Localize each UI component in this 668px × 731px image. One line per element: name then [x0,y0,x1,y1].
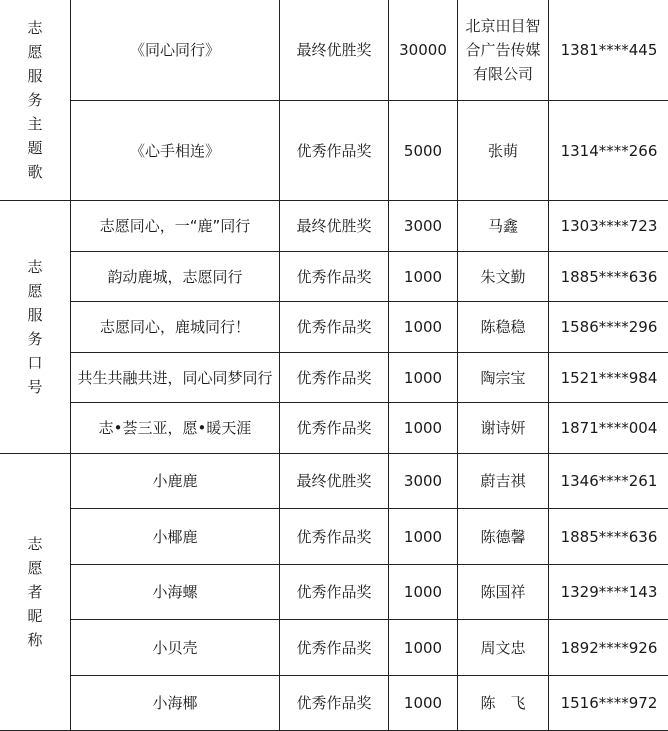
prize-amount: 1000 [389,676,458,731]
award-level: 优秀作品奖 [280,403,389,454]
award-level: 最终优胜奖 [280,454,389,509]
winner-name: 周文忠 [458,620,549,676]
prize-amount: 1000 [389,620,458,676]
phone-number: 1885****636 [549,509,668,565]
work-title: 志•荟三亚，愿•暖天涯 [71,403,280,454]
award-level: 优秀作品奖 [280,353,389,403]
prize-amount: 5000 [389,101,458,201]
table-row [0,676,668,731]
work-title: 《心手相连》 [71,101,280,201]
phone-number: 1381****445 [549,0,668,101]
table-row [0,302,668,353]
phone-number: 1871****004 [549,403,668,454]
prize-amount: 3000 [389,201,458,252]
table-row [0,403,668,454]
award-level: 优秀作品奖 [280,565,389,620]
winner-name: 马鑫 [458,201,549,252]
winner-name: 蔚吉祺 [458,454,549,509]
work-title: 小贝壳 [71,620,280,676]
table-row [0,565,668,620]
category-label: 志愿服务主题歌 [27,19,43,181]
work-title: 小海椰 [71,676,280,731]
winner-name: 陈 飞 [458,676,549,731]
category-label: 志愿服务口号 [27,258,43,396]
phone-number: 1516****972 [549,676,668,731]
table-row [0,620,668,676]
winner-name: 北京田目智合广告传媒有限公司 [458,0,549,101]
prize-amount: 1000 [389,403,458,454]
award-level: 优秀作品奖 [280,676,389,731]
work-title: 《同心同行》 [71,0,280,101]
work-title: 志愿同心，鹿城同行！ [71,302,280,353]
phone-number: 1892****926 [549,620,668,676]
award-level: 最终优胜奖 [280,201,389,252]
phone-number: 1885****636 [549,252,668,302]
award-level: 优秀作品奖 [280,101,389,201]
phone-number: 1329****143 [549,565,668,620]
table-row [0,0,668,101]
phone-number: 1521****984 [549,353,668,403]
work-title: 小鹿鹿 [71,454,280,509]
phone-number: 1586****296 [549,302,668,353]
winner-name: 陈德馨 [458,509,549,565]
work-title: 小椰鹿 [71,509,280,565]
prize-amount: 1000 [389,252,458,302]
table-row [0,454,668,509]
phone-number: 1314****266 [549,101,668,201]
category-cell [0,454,71,731]
winner-name: 陈国祥 [458,565,549,620]
prize-amount: 1000 [389,302,458,353]
award-level: 优秀作品奖 [280,509,389,565]
category-cell [0,201,71,454]
phone-number: 1346****261 [549,454,668,509]
work-title: 韵动鹿城，志愿同行 [71,252,280,302]
winner-name: 谢诗妍 [458,403,549,454]
table-row [0,252,668,302]
work-title: 共生共融共进，同心同梦同行 [71,353,280,403]
winner-name: 朱文勤 [458,252,549,302]
award-level: 优秀作品奖 [280,302,389,353]
category-cell [0,0,71,201]
winner-name: 陈稳稳 [458,302,549,353]
winner-name: 张萌 [458,101,549,201]
table-row [0,509,668,565]
work-title: 志愿同心，一“鹿”同行 [71,201,280,252]
prize-amount: 3000 [389,454,458,509]
table-row [0,101,668,201]
prize-amount: 1000 [389,509,458,565]
award-level: 优秀作品奖 [280,252,389,302]
award-level: 优秀作品奖 [280,620,389,676]
prize-amount: 30000 [389,0,458,101]
work-title: 小海螺 [71,565,280,620]
award-level: 最终优胜奖 [280,0,389,101]
prize-amount: 1000 [389,353,458,403]
table-row [0,353,668,403]
phone-number: 1303****723 [549,201,668,252]
table-row [0,201,668,252]
prize-amount: 1000 [389,565,458,620]
category-label: 志愿者昵称 [27,535,43,649]
winner-name: 陶宗宝 [458,353,549,403]
